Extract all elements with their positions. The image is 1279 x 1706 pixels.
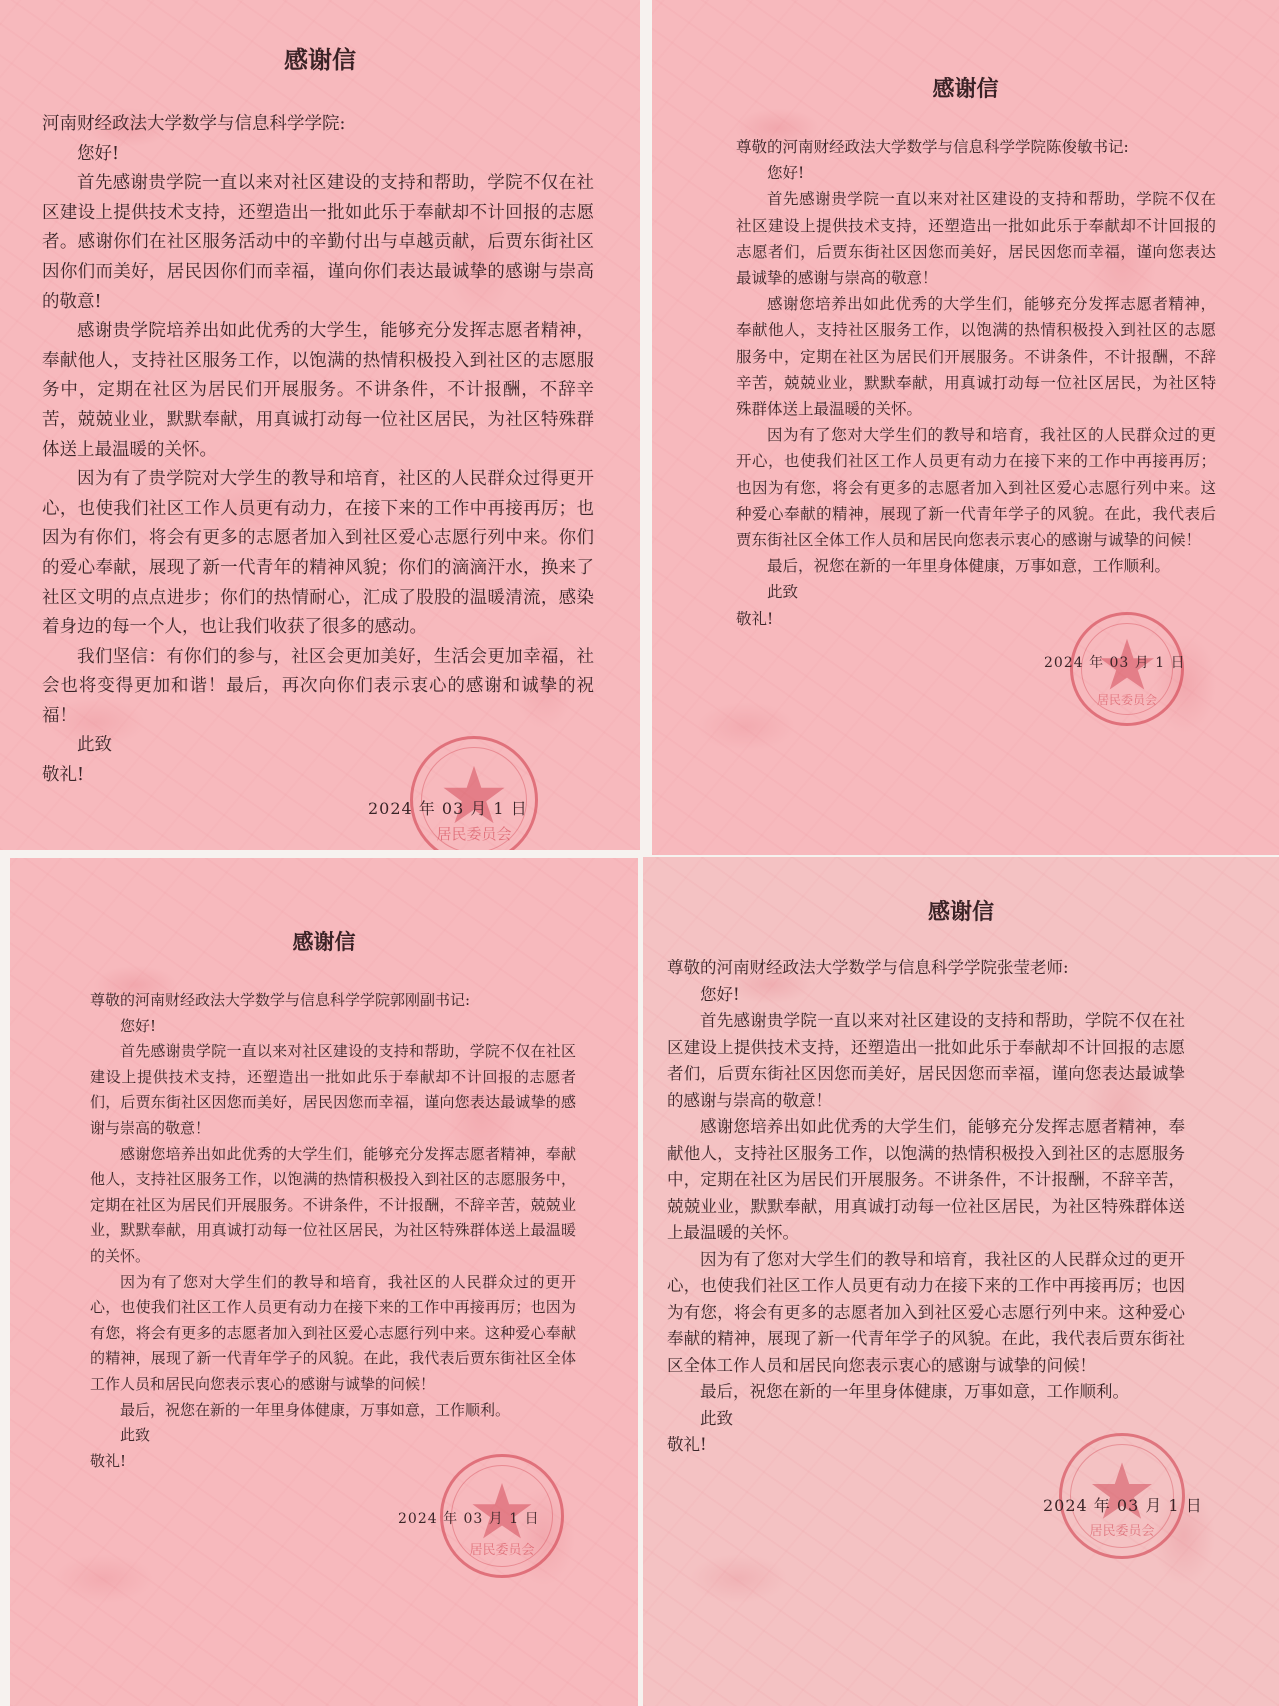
letter-salutation: 尊敬的河南财经政法大学数学与信息科学学院郭刚副书记: bbox=[90, 991, 471, 1009]
letter-title: 感谢信 bbox=[284, 46, 356, 74]
letter-date: 2024 年 03 月 1 日 bbox=[398, 1511, 540, 1527]
letter-body bbox=[90, 988, 576, 1474]
letter-ending: 敬礼! bbox=[736, 609, 774, 628]
letter-greeting: 您好! bbox=[120, 1016, 157, 1035]
letter-body bbox=[667, 955, 1185, 1459]
letter-date: 2024 年 03 月 1 日 bbox=[368, 799, 528, 818]
letter-greeting: 您好! bbox=[700, 984, 740, 1004]
letter-paragraph: 我们坚信：有你们的参与，社区会更加美好，生活会更加幸福，社会也将变得更加和谐！最后，再次向你们表示衷心的感谢和诚挚的祝福！ bbox=[42, 646, 594, 726]
letter-greeting: 您好! bbox=[77, 143, 120, 164]
letter-paragraph: 因为有了您对大学生们的教导和培育，我社区的人民群众过的更开心，也使我们社区工作人员更有动力在接下来的工作中再接再厉；也因为有您，将会有更多的志愿者加入到社区爱心志愿行列中来。这种爱心奉献的精神，展现了新一代青年学子的风貌。在此，我代表后贾东街社区全体工作人员和居民向您表示衷心的感谢与诚挚的问候！ bbox=[736, 426, 1216, 550]
letter-body bbox=[42, 110, 594, 791]
letter-paragraph: 最后，祝您在新的一年里身体健康，万事如意，工作顺利。 bbox=[700, 1382, 1129, 1401]
letter-salutation: 尊敬的河南财经政法大学数学与信息科学学院陈俊敏书记: bbox=[736, 138, 1129, 156]
letter-paragraph: 首先感谢贵学院一直以来对社区建设的支持和帮助，学院不仅在社区建设上提供技术支持，还塑造出一批如此乐于奉献却不计回报的志愿者们，后贾东街社区因您而美好，居民因您而幸福，谨向您表达最诚挚的感谢与崇高的敬意！ bbox=[90, 1042, 576, 1137]
letter-paragraph: 感谢您培养出如此优秀的大学生们，能够充分发挥志愿者精神，奉献他人，支持社区服务工作，以饱满的热情积极投入到社区的志愿服务中，定期在社区为居民们开展服务。不讲条件，不计报酬，不辞辛苦，兢兢业业，默默奉献，用真诚打动每一位社区居民，为社区特殊群体送上最温暖的关怀。 bbox=[736, 295, 1216, 419]
letter-closing: 此致 bbox=[767, 583, 799, 602]
letter-closing: 此致 bbox=[77, 735, 112, 756]
letter-page-2 bbox=[652, 0, 1279, 855]
letter-page-3 bbox=[10, 858, 638, 1706]
letter-paragraph: 因为有了您对大学生们的教导和培育，我社区的人民群众过的更开心，也使我们社区工作人员更有动力在接下来的工作中再接再厉；也因为有您，将会有更多的志愿者加入到社区爱心志愿行列中来。这种爱心奉献的精神，展现了新一代青年学子的风貌。在此，我代表后贾东街社区全体工作人员和居民向您表示衷心的感谢与诚挚的问候！ bbox=[667, 1249, 1185, 1375]
letter-ending: 敬礼! bbox=[42, 765, 85, 786]
letter-paragraph: 感谢您培养出如此优秀的大学生们，能够充分发挥志愿者精神，奉献他人，支持社区服务工作，以饱满的热情积极投入到社区的志愿服务中，定期在社区为居民们开展服务。不讲条件，不计报酬，不辞辛苦，兢兢业业，默默奉献，用真诚打动每一位社区居民，为社区特殊群体送上最温暖的关怀。 bbox=[667, 1117, 1185, 1242]
letter-paragraph: 首先感谢贵学院一直以来对社区建设的支持和帮助，学院不仅在社区建设上提供技术支持，还塑造出一批如此乐于奉献却不计回报的志愿者。感谢你们在社区服务活动中的辛勤付出与卓越贡献，后贾东街社区因你们而美好，居民因你们而幸福，谨向你们表达最诚挚的感谢与崇高的敬意! bbox=[42, 173, 594, 312]
letter-paragraph: 首先感谢贵学院一直以来对社区建设的支持和帮助，学院不仅在社区建设上提供技术支持，还塑造出一批如此乐于奉献却不计回报的志愿者们，后贾东街社区因您而美好，居民因您而幸福，谨向您表达最诚挚的感谢与崇高的敬意！ bbox=[736, 190, 1216, 288]
letter-ending: 敬礼! bbox=[90, 1451, 127, 1470]
letter-paragraph: 因为有了贵学院对大学生的教导和培育，社区的人民群众过得更开心，也使我们社区工作人员更有动力，在接下来的工作中再接再厉；也因为有你们，将会有更多的志愿者加入到社区爱心志愿行列中来。你们的爱心奉献，展现了新一代青年的精神风貌；你们的滴滴汗水，换来了社区文明的点点进步；你们的热情耐心，汇成了股股的温暖清流，感染着身边的每一个人，也让我们收获了很多的感动。 bbox=[42, 469, 594, 638]
letter-date: 2024 年 03 月 1 日 bbox=[1043, 1496, 1203, 1515]
seal-text: 居民委员会 bbox=[436, 824, 512, 843]
letter-paragraph: 最后，祝您在新的一年里身体健康，万事如意，工作顺利。 bbox=[767, 557, 1171, 576]
letter-paragraph: 最后，祝您在新的一年里身体健康，万事如意，工作顺利。 bbox=[120, 1400, 511, 1419]
seal-text: 居民委员会 bbox=[1096, 692, 1157, 707]
letter-page-4 bbox=[643, 857, 1279, 1706]
seal-text: 居民委员会 bbox=[1089, 1524, 1155, 1540]
letter-page-1 bbox=[0, 0, 640, 850]
letter-paragraph: 首先感谢贵学院一直以来对社区建设的支持和帮助，学院不仅在社区建设上提供技术支持，还塑造出一批如此乐于奉献却不计回报的志愿者们，后贾东街社区因您而美好，居民因您而幸福，谨向您表达最诚挚的感谢与崇高的敬意！ bbox=[667, 1011, 1185, 1110]
letter-ending: 敬礼! bbox=[667, 1435, 707, 1454]
letter-title: 感谢信 bbox=[932, 77, 999, 102]
letter-title: 感谢信 bbox=[927, 900, 994, 925]
official-seal bbox=[410, 736, 538, 850]
letter-body bbox=[736, 134, 1216, 632]
letter-paragraph: 感谢您培养出如此优秀的大学生们，能够充分发挥志愿者精神，奉献他人，支持社区服务工作，以饱满的热情积极投入到社区的志愿服务中，定期在社区为居民们开展服务。不讲条件，不计报酬，不辞辛苦，兢兢业业，默默奉献，用真诚打动每一位社区居民，为社区特殊群体送上最温暖的关怀。 bbox=[90, 1144, 576, 1265]
letter-paragraph: 感谢贵学院培养出如此优秀的大学生，能够充分发挥志愿者精神，奉献他人，支持社区服务工作，以饱满的热情积极投入到社区的志愿服务中，定期在社区为居民们开展服务。不讲条件，不计报酬，不辞辛苦，兢兢业业，默默奉献，用真诚打动每一位社区居民，为社区特殊群体送上最温暖的关怀。 bbox=[42, 321, 594, 460]
letter-greeting: 您好! bbox=[767, 164, 805, 183]
letter-salutation: 尊敬的河南财经政法大学数学与信息科学学院张莹老师: bbox=[667, 958, 1069, 977]
letter-salutation: 河南财经政法大学数学与信息科学学院: bbox=[42, 114, 346, 134]
letter-paragraph: 因为有了您对大学生们的教导和培育，我社区的人民群众过的更开心，也使我们社区工作人员更有动力在接下来的工作中再接再厉；也因为有您，将会有更多的志愿者加入到社区爱心志愿行列中来。这种爱心奉献的精神，展现了新一代青年学子的风貌。在此，我代表后贾东街社区全体工作人员和居民向您表示衷心的感谢与诚挚的问候！ bbox=[90, 1272, 576, 1393]
letter-closing: 此致 bbox=[120, 1426, 151, 1445]
letter-closing: 此致 bbox=[700, 1408, 733, 1428]
letter-date: 2024 年 03 月 1 日 bbox=[1044, 655, 1186, 671]
seal-text: 居民委员会 bbox=[469, 1543, 535, 1559]
letter-title: 感谢信 bbox=[292, 930, 356, 954]
